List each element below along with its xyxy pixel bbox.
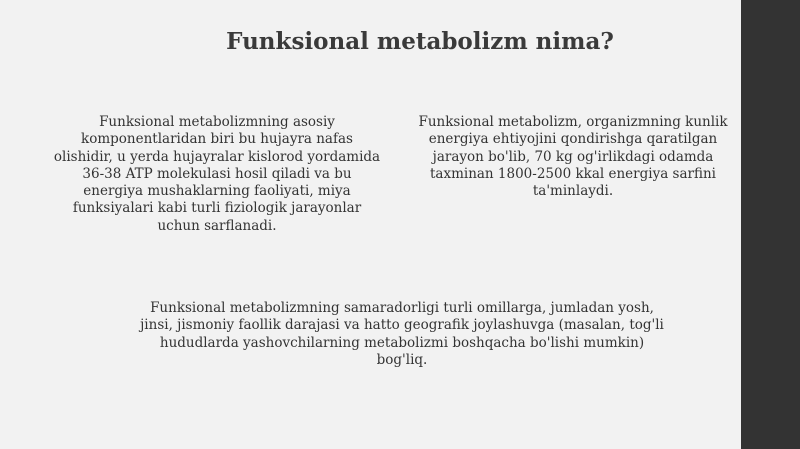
slide-title: Funksional metabolizm nima? [226,28,614,55]
paragraph-bottom: Funksional metabolizmning samaradorligi turli omillarga, jumladan yosh, jinsi, jismoniy faollik darajasi va hatto geografik joylashuvga (masalan, tog'li hududlarda yashovchilarning metabolizmi boshqacha bo'lishi mumkin) bog'liq. [140,300,664,368]
side-decoration-bar [741,0,800,449]
paragraph-right: Funksional metabolizm, organizmning kunlik energiya ehtiyojini qondirishga qaratilgan jarayon bo'lib, 70 kg og'irlikdagi odamda taxminan 1800-2500 kkal energiya sarfini ta'minlaydi. [418,114,728,200]
paragraph-left: Funksional metabolizmning asosiy komponentlaridan biri bu hujayra nafas olishidir, u yerda hujayralar kislorod yordamida 36-38 ATP molekulasi hosil qiladi va bu energiya mushaklarning faoliyati, miya funksiyalari kabi turli fiziologik jarayonlar uchun sarflanadi. [53,114,381,234]
